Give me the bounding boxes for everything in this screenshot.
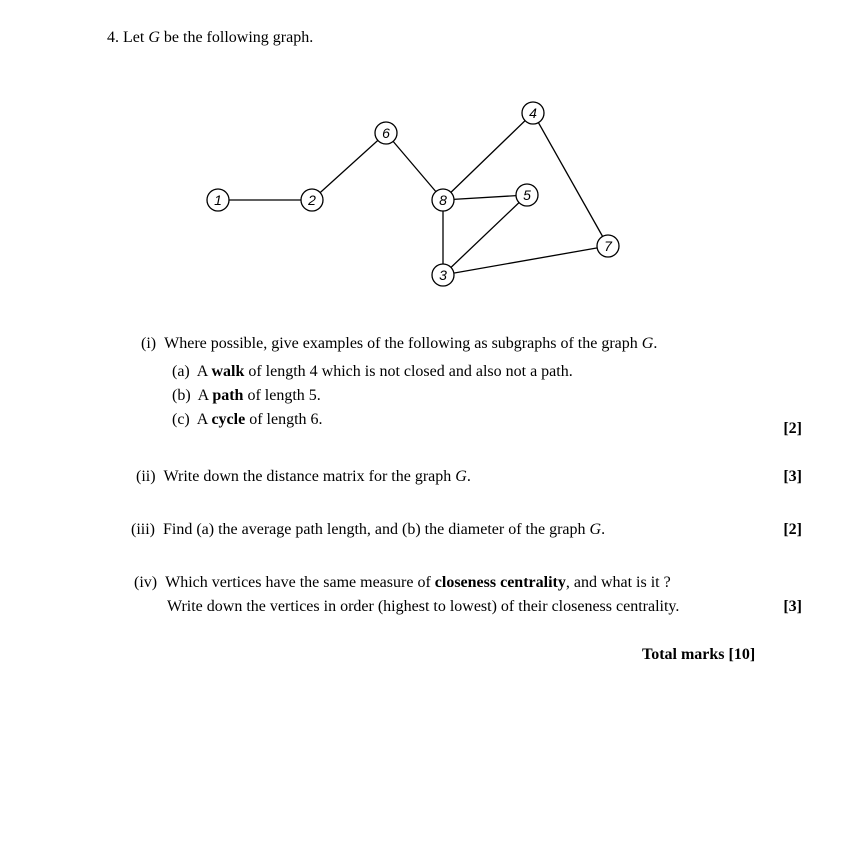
part-iii-marks: [2] (783, 521, 802, 538)
total-marks: Total marks [10] (642, 646, 756, 663)
graph-edge-8-5 (443, 195, 527, 200)
graph-node-label-7: 7 (604, 238, 612, 254)
question-number: 4. (107, 29, 119, 46)
part-iii-symbol: G (589, 521, 602, 538)
question-intro-after: be the following graph. (159, 29, 314, 46)
graph-edge-4-7 (533, 113, 608, 246)
graph-node-label-3: 3 (439, 267, 447, 283)
part-i-sub-a (172, 363, 573, 381)
part-i-symbol: G (641, 335, 654, 352)
graph-edge-3-7 (443, 246, 608, 275)
question-intro-before: Let (123, 29, 149, 46)
part-ii-symbol: G (455, 468, 467, 485)
graph-node-1 (207, 189, 229, 211)
graph-node-label-5: 5 (523, 187, 531, 203)
part-ii-marks: [3] (783, 468, 802, 485)
sub-b-post: of length 5. (243, 387, 321, 404)
graph-edge-6-8 (386, 133, 443, 200)
sub-a-post: of length 4 which is not closed and also not a path. (244, 363, 573, 380)
part-iv-line1-after: , and what is it ? (565, 574, 671, 591)
sub-b-pre: A (197, 387, 213, 404)
graph-node-5 (516, 184, 538, 206)
part-i-sub-c (172, 411, 323, 429)
sub-a-bold: walk (211, 363, 245, 380)
part-i-text-before: Where possible, give examples of the following as subgraphs of the graph (164, 335, 642, 352)
part-iv-line1-before: Which vertices have the same measure of (165, 574, 435, 591)
graph-node-label-1: 1 (214, 192, 222, 208)
part-iv-marks: [3] (783, 598, 802, 615)
graph-edge-2-6 (312, 133, 386, 200)
part-i-label: (i) (141, 335, 157, 352)
sub-a-label: (a) (172, 363, 190, 380)
sub-b-label: (b) (172, 387, 191, 404)
graph-node-label-2: 2 (308, 192, 316, 208)
part-iii-label: (iii) (131, 521, 155, 538)
part-iv-line1-bold: closeness centrality (434, 574, 566, 591)
part-ii-text-before: Write down the distance matrix for the graph (163, 468, 456, 485)
graph-node-label-6: 6 (382, 125, 390, 141)
part-iv-label: (iv) (134, 574, 158, 591)
sub-a-pre: A (196, 363, 212, 380)
graph-node-6 (375, 122, 397, 144)
sub-c-post: of length 6. (245, 411, 323, 428)
graph-node-3 (432, 264, 454, 286)
part-iii (131, 521, 605, 539)
part-i-marks: [2] (783, 420, 802, 437)
graph-symbol: G (148, 29, 160, 46)
part-iii-text-before: Find (a) the average path length, and (b) the diameter of the graph (163, 521, 590, 538)
part-iii-text-after: . (601, 521, 606, 538)
sub-c-label: (c) (172, 411, 190, 428)
sub-b-bold: path (212, 387, 244, 404)
graph-node-label-8: 8 (439, 192, 447, 208)
part-ii-text-after: . (466, 468, 471, 485)
sub-c-bold: cycle (211, 411, 246, 428)
graph-node-4 (522, 102, 544, 124)
part-i-sub-b (172, 387, 321, 405)
part-ii-label: (ii) (136, 468, 156, 485)
part-i-text-after: . (653, 335, 658, 352)
part-iv-line1 (134, 574, 671, 592)
graph-node-7 (597, 235, 619, 257)
part-ii (136, 468, 471, 486)
graph-node-8 (432, 189, 454, 211)
part-iv-line2: Write down the vertices in order (highest to lowest) of their closeness centrality. (167, 598, 680, 615)
part-i (141, 335, 657, 353)
graph-node-label-4: 4 (529, 105, 537, 121)
graph-node-2 (301, 189, 323, 211)
sub-c-pre: A (196, 411, 212, 428)
